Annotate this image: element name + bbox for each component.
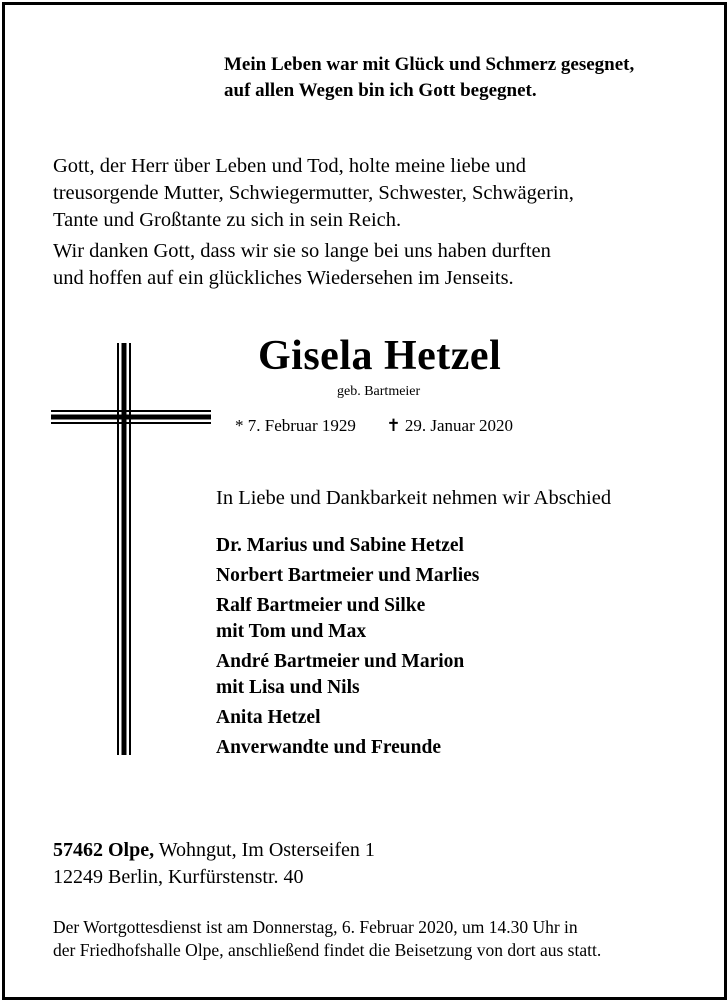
intro-line-2: treusorgende Mutter, Schwiegermutter, Schwester, Schwägerin, — [53, 182, 574, 204]
latin-cross-icon: ✝ — [386, 416, 401, 435]
mourner-entry — [216, 533, 479, 559]
mourner-line: Ralf Bartmeier und Silke — [216, 595, 426, 616]
thanks-line-1: Wir danken Gott, dass wir sie so lange bei uns haben durften — [53, 240, 551, 262]
deceased-name: Gisela Hetzel — [258, 333, 502, 379]
thanks-paragraph — [53, 238, 551, 292]
cross-icon — [51, 343, 211, 755]
mourner-entry — [216, 563, 479, 589]
address-line-2: 12249 Berlin, Kurfürstenstr. 40 — [53, 866, 304, 888]
service-line-2: der Friedhofshalle Olpe, anschließend findet die Beisetzung von dort aus statt. — [53, 940, 602, 960]
farewell-line: In Liebe und Dankbarkeit nehmen wir Abschied — [216, 487, 612, 509]
death-date: 29. Januar 2020 — [404, 416, 513, 435]
mourner-line: André Bartmeier und Marion — [216, 651, 465, 672]
mourner-entry — [216, 593, 479, 645]
motto-line-1: Mein Leben war mit Glück und Schmerz gesegnet, — [224, 54, 635, 75]
mourner-line-children: mit Lisa und Nils — [216, 677, 360, 698]
mourner-line: Anita Hetzel — [216, 707, 321, 728]
mourner-line-children: mit Tom und Max — [216, 621, 367, 642]
intro-paragraph — [53, 153, 574, 234]
life-dates — [235, 416, 513, 436]
mourner-line: Dr. Marius und Sabine Hetzel — [216, 535, 464, 556]
mourners-list — [216, 533, 479, 765]
thanks-line-2: und hoffen auf ein glückliches Wiedersehen im Jenseits. — [53, 267, 514, 289]
intro-line-1: Gott, der Herr über Leben und Tod, holte meine liebe und — [53, 155, 526, 177]
mourner-entry — [216, 735, 479, 761]
address-street: Wohngut, Im Osterseifen 1 — [154, 839, 375, 861]
mourner-entry — [216, 705, 479, 731]
address-block — [53, 837, 375, 891]
service-line-1: Der Wortgottesdienst ist am Donnerstag, 6. Februar 2020, um 14.30 Uhr in — [53, 917, 578, 937]
motto — [224, 52, 634, 104]
birth-date: * 7. Februar 1929 — [235, 416, 356, 435]
birth-name: geb. Bartmeier — [337, 384, 421, 399]
notice-frame — [2, 2, 727, 1000]
motto-line-2: auf allen Wegen bin ich Gott begegnet. — [224, 80, 537, 101]
mourner-line: Norbert Bartmeier und Marlies — [216, 565, 480, 586]
intro-line-3: Tante und Großtante zu sich in sein Reich. — [53, 209, 402, 231]
address-city-bold: 57462 Olpe, — [53, 839, 155, 861]
service-notice — [53, 916, 601, 962]
mourner-entry — [216, 649, 479, 701]
address-line-1 — [53, 837, 375, 864]
mourner-line: Anverwandte und Freunde — [216, 737, 442, 758]
